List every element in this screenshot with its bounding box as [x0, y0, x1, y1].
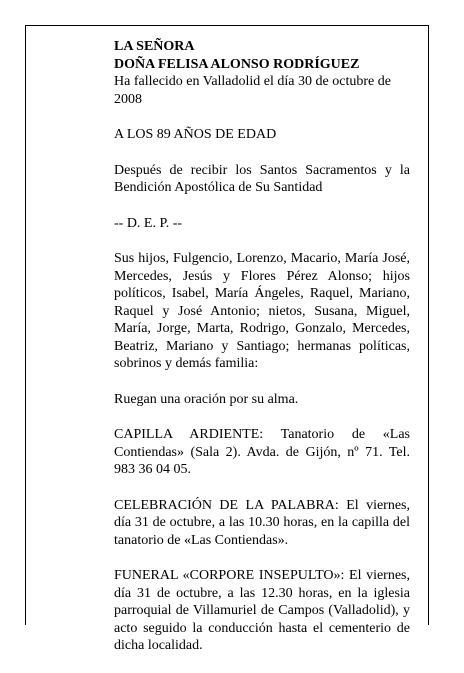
- sacraments-paragraph: Después de recibir los Santos Sacramentos y la Bendición Apostólica de Su Santidad: [114, 162, 410, 195]
- age-line: A LOS 89 AÑOS DE EDAD: [114, 127, 277, 142]
- capilla-ardiente-paragraph: CAPILLA ARDIENTE: Tanatorio de «Las Contiendas» (Sala 2). Avda. de Gijón, nº 71. Tel. 983 36 04 05.: [114, 427, 410, 477]
- rip-line: -- D. E. P. --: [114, 215, 183, 231]
- death-date-line: Ha fallecido en Valladolid el día 30 de octubre de 2008: [114, 74, 391, 107]
- family-paragraph: Sus hijos, Fulgencio, Lorenzo, Macario, María José, Mercedes, Jesús y Flores Pérez Alonso; hijos políticos, Isabel, María Ángeles, Raquel, Mariano, Raquel y José Antonio; nietos, Susana, Miguel, María, Jorge, Marta, Rodrigo, Gonzalo, Mercedes, Beatriz, Mariano y Santiago; hermanas políticas, sobrinos y demás familia:: [114, 251, 410, 371]
- celebracion-paragraph: CELEBRACIÓN DE LA PALABRA: El viernes, día 31 de octubre, a las 10.30 horas, en la capilla del tanatorio de «Las Contiendas».: [114, 497, 410, 548]
- deceased-name: DOÑA FELISA ALONSO RODRÍGUEZ: [114, 56, 360, 72]
- prayer-line: Ruegan una oración por su alma.: [114, 391, 299, 407]
- obituary-notice: [114, 38, 410, 673]
- funeral-paragraph: FUNERAL «CORPORE INSEPULTO»: El viernes, día 31 de octubre, a las 12.30 horas, en la iglesia parroquial de Villamuriel de Campos (Valladolid), y acto seguido la conducción hasta el cementerio de dicha localidad.: [114, 568, 410, 653]
- notice-header: [114, 38, 410, 108]
- header-title: LA SEÑORA: [114, 39, 195, 54]
